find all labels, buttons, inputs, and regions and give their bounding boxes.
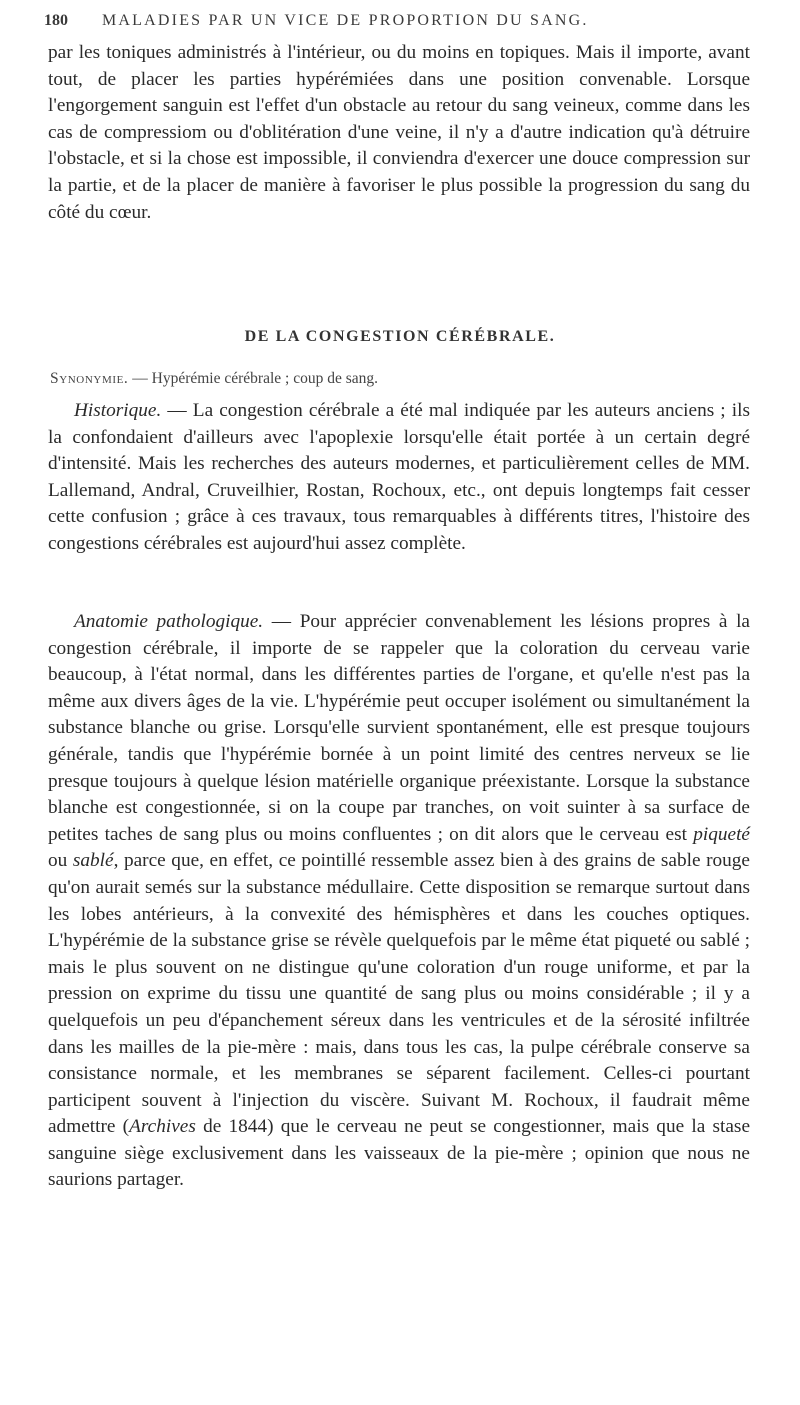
historique-rubric: Historique.: [74, 400, 162, 421]
historique-text: — La congestion cérébrale a été mal indiquée par les auteurs anciens ; ils la confondaient d'ailleurs avec l'apoplexie lorsqu'elle était portée à un certain degré d'intensité. Mais les recherches des auteurs modernes, et particulièrement celles de MM. Lallemand, Andral, Cruveilhier, Rostan, Rochoux, etc., ont depuis longtemps fait cesser cette confusion ; grâce à ces travaux, tous remarquables à différents titres, l'histoire des congestions cérébrales est aujourd'hui assez complète.: [48, 400, 750, 554]
term-piquete: piqueté: [693, 823, 750, 845]
anatomie-text-4: de 1844) que le cerveau ne peut se congestionner, mais que la stase sanguine siège exclusivement dans les vaisseaux de la pie-mère ; opinion que nous ne saurions partager.: [48, 1116, 750, 1191]
page-number: 180: [44, 12, 68, 29]
term-archives: Archives: [129, 1116, 196, 1138]
synonymie-label: Synonymie.: [50, 370, 129, 387]
anatomie-paragraph: [48, 609, 750, 1194]
term-sable: sablé: [72, 850, 114, 872]
intro-paragraph: par les toniques administrés à l'intérieur, ou du moins en topiques. Mais il importe, avant tout, de placer les parties hypérémiées dans une position convenable. Lorsque l'engorgement sanguin est l'effet d'un obstacle au retour du sang veineux, comme dans les cas de compressiom ou d'oblitération d'une veine, il n'y a d'autre indication qu'à détruire l'obstacle, et si la chose est impossible, il conviendra d'exercer une douce compression sur la partie, et de la placer de manière à favoriser le plus possible la progression du sang du côté du cœur.: [48, 42, 750, 223]
anatomie-text-3: , parce que, en effet, ce pointillé ressemble assez bien à des grains de sable rouge qu'on aurait semés sur la substance médullaire. Cette disposition se remarque surtout dans les lobes antérieurs, à la convexité des hémisphères et dans les couches optiques. L'hypérémie de la substance grise se révèle quelquefois par le même état piqueté ou sablé ; mais le plus souvent on ne distingue qu'une coloration d'un rouge uniforme, et par la pression on exprime du tissu une quantité de sang plus ou moins considérable ; il y a quelquefois un peu d'épanchement séreux dans les ventricules et de la sérosité infiltrée dans les mailles de la pie-mère : mais, dans tous les cas, la pulpe cérébrale conserve sa consistance normale, et les membranes se séparent facilement. Celles-ci pourtant participent souvent à l'injection du viscère. Suivant M. Rochoux, il faudrait même admettre (: [48, 850, 750, 1138]
synonymie-line: [50, 370, 378, 388]
running-head: [44, 12, 756, 36]
section-heading: DE LA CONGESTION CÉRÉBRALE.: [244, 328, 556, 345]
running-title: MALADIES PAR UN VICE DE PROPORTION DU SANG.: [102, 12, 589, 29]
historique-paragraph: [48, 398, 750, 558]
anatomie-text-1: — Pour apprécier convenablement les lésions propres à la congestion cérébrale, il importe de se rappeler que la coloration du cerveau varie beaucoup, à l'état normal, dans les différentes parties de l'organe, et qu'elle n'est pas la même aux divers âges de la vie. L'hypérémie peut occuper isolément ou simultanément la substance blanche ou grise. Lorsqu'elle survient spontanément, elle est presque toujours générale, tandis que l'hypérémie bornée à un point limité des centres nerveux se lie presque toujours à quelque lésion matérielle organique préexistante. Lorsque la substance blanche est congestionnée, si on la coupe par tranches, on voit suinter à sa surface de petites taches de sang plus ou moins confluentes ; on dit alors que le cerveau est: [48, 611, 750, 845]
synonymie-text: — Hypérémie cérébrale ; coup de sang.: [128, 370, 379, 387]
anatomie-text-2: ou: [48, 850, 73, 872]
anatomie-rubric: Anatomie pathologique.: [74, 611, 264, 632]
